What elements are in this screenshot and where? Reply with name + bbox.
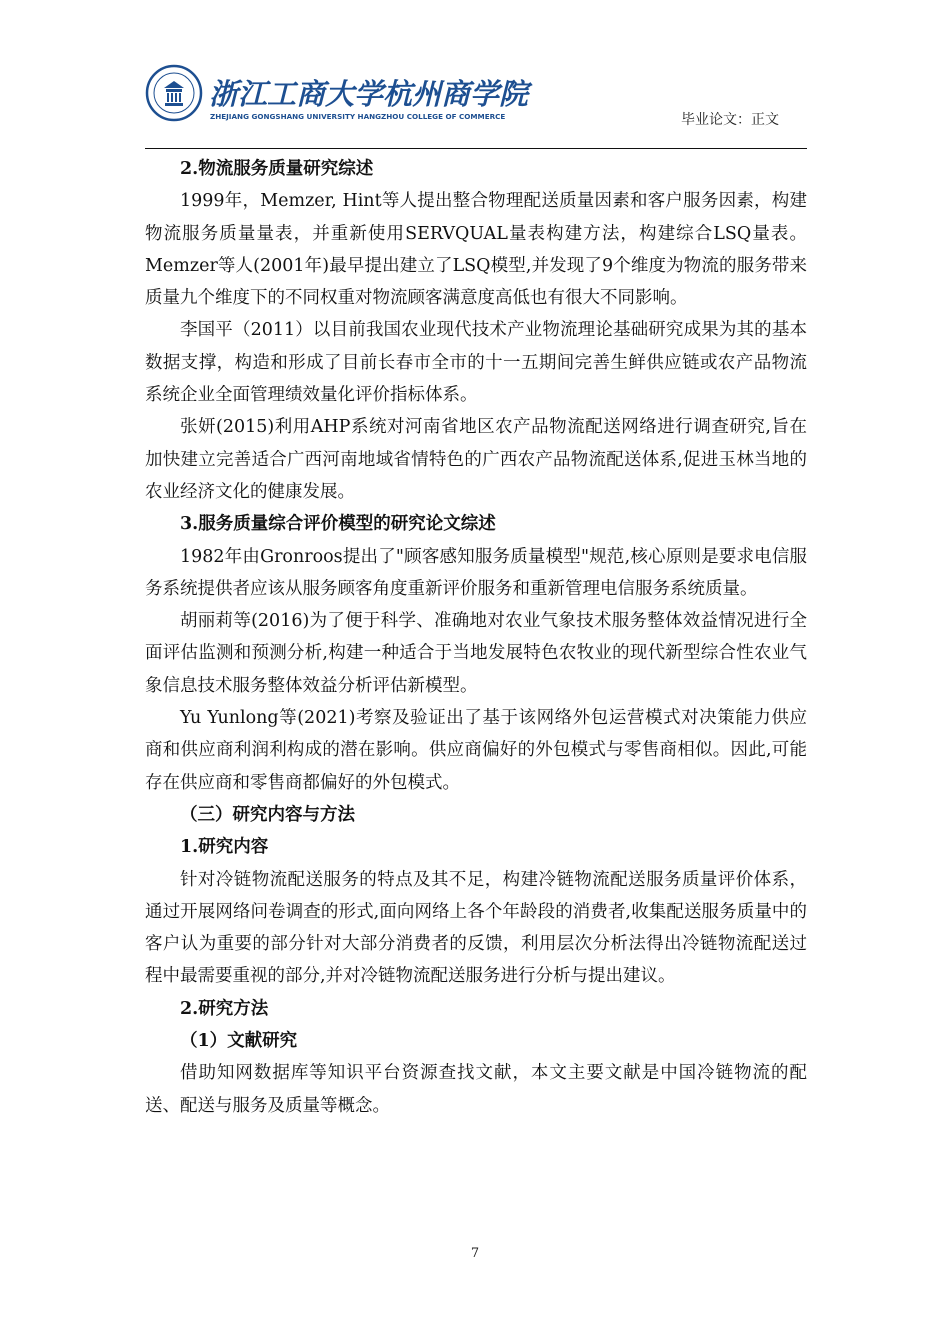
paragraph: 针对冷链物流配送服务的特点及其不足，构建冷链物流配送服务质量评价体系，通过开展网络问卷调查的形式,面向网络上各个年龄段的消费者,收集配送服务质量中的客户认为重要的部分针对大部分消费者的反馈，利用层次分析法得出冷链物流配送过程中最需要重视的部分,并对冷链物流配送服务进行分析与提出建议。 — [145, 869, 807, 987]
heading-section-three: （三）研究内容与方法 — [180, 804, 355, 825]
paragraph: 1982年由Gronroos提出了"顾客感知服务质量模型"规范,核心原则是要求电信服务系统提供者应该从服务顾客角度重新评价服务和重新管理电信服务系统质量。 — [145, 546, 807, 599]
heading-literature-research: （1）文献研究 — [180, 1031, 298, 1052]
page-content — [145, 153, 807, 1122]
logo-name-en: ZHEJIANG GONGSHANG UNIVERSITY HANGZHOU COLLEGE OF COMMERCE — [210, 112, 506, 121]
university-logo-wordmark — [209, 74, 569, 122]
paragraph: 胡丽莉等(2016)为了便于科学、准确地对农业气象技术服务整体效益情况进行全面评估监测和预测分析,构建一种适合于当地发展特色农牧业的现代新型综合性农业气象信息技术服务整体效益分析评估新模型。 — [145, 611, 807, 696]
university-seal-icon — [145, 64, 203, 122]
heading-model-review: 3.服务质量综合评价模型的研究论文综述 — [180, 514, 496, 535]
document-label: 毕业论文：正文 — [681, 112, 779, 128]
page-header — [145, 64, 807, 148]
heading-logistics-review: 2.物流服务质量研究综述 — [180, 159, 374, 179]
page-number: 7 — [470, 1246, 480, 1261]
paragraph: 张妍(2015)利用AHP系统对河南省地区农产品物流配送网络进行调查研究,旨在加快建立完善适合广西河南地域省情特色的广西农产品物流配送体系,促进玉林当地的农业经济文化的健康发展。 — [145, 417, 807, 502]
paragraph: 李国平（2011）以目前我国农业现代技术产业物流理论基础研究成果为其的基本数据支撑，构造和形成了目前长春市全市的十一五期间完善生鲜供应链或农产品物流系统企业全面管理绩效量化评价指标体系。 — [145, 320, 807, 406]
heading-research-content: 1.研究内容 — [180, 837, 269, 858]
paragraph: 借助知网数据库等知识平台资源查找文献，本文主要文献是中国冷链物流的配送、配送与服务及质量等概念。 — [145, 1063, 807, 1116]
paragraph: 1999年，Memzer, Hint等人提出整合物理配送质量因素和客户服务因素，构建物流服务质量量表，并重新使用SERVQUAL量表构建方法，构建综合LSQ量表。Memzer等人(2001年)最早提出建立了LSQ模型,并发现了9个维度为物流的服务带来质量九个维度下的不同权重对物流顾客满意度高低也有很大不同影响。 — [145, 191, 807, 309]
heading-research-method: 2.研究方法 — [180, 998, 269, 1019]
paragraph: Yu Yunlong等(2021)考察及验证出了基于该网络外包运营模式对决策能力供应商和供应商利润利构成的潜在影响。供应商偏好的外包模式与零售商相似。因此,可能存在供应商和零售商都偏好的外包模式。 — [145, 708, 807, 793]
logo-name-cn: 浙江工商大学杭州商学院 — [209, 77, 529, 111]
header-divider — [145, 148, 807, 149]
